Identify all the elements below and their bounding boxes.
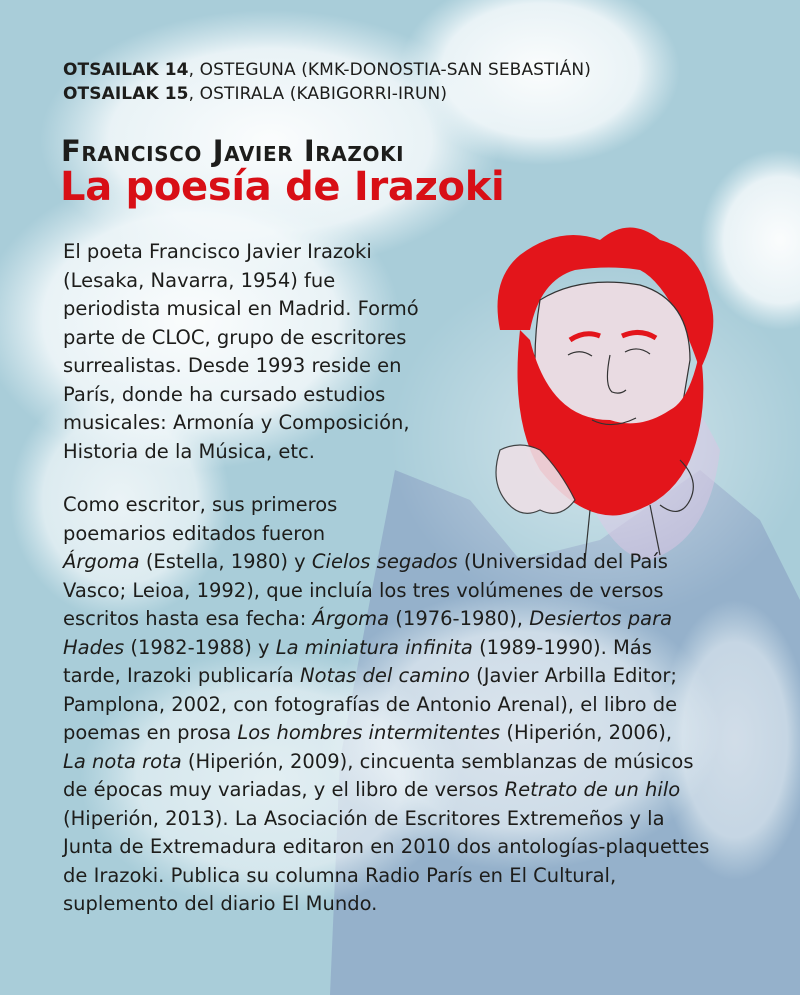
works-line: Pamplona, 2002, con fotografías de Antonio Arenal), el libro de: [63, 692, 678, 716]
book-title: La miniatura infinita: [275, 635, 473, 659]
bio-line: surrealistas. Desde 1993 reside en: [63, 354, 402, 377]
works-line: [63, 719, 763, 748]
works-line: [63, 634, 763, 663]
works-text: (Hiperión, 2006),: [500, 721, 673, 744]
works-line: suplemento del diario El Mundo.: [63, 892, 378, 915]
works-line: [63, 776, 763, 805]
bio-line: París, donde ha cursado estudios: [63, 382, 386, 406]
bio-line: musicales: Armonía y Composición,: [63, 411, 410, 434]
works-text: (1989-1990). Más: [472, 635, 652, 659]
bio-line: El poeta Francisco Javier Irazoki: [63, 240, 372, 263]
works-text: poemas en prosa: [63, 721, 238, 744]
book-title: Árgoma: [312, 607, 390, 630]
book-title: Los hombres intermitentes: [237, 721, 501, 744]
works-line: poemarios editados fueron: [63, 521, 326, 545]
bio-line: Historia de la Música, etc.: [63, 439, 315, 463]
book-title: Retrato de un hilo: [504, 778, 681, 801]
works-paragraph: [63, 491, 763, 919]
works-line: Junta de Extremadura editaron en 2010 dos antologías-plaquettes: [63, 835, 710, 858]
event-dates: [63, 58, 591, 106]
works-line: [63, 548, 763, 577]
works-line: [63, 605, 763, 634]
book-title: Notas del camino: [300, 664, 470, 687]
works-text: de épocas muy variadas, y el libro de versos: [63, 778, 505, 801]
date-2-details: , OSTIRALA (KABIGORRI-IRUN): [188, 84, 448, 104]
bio-line: (Lesaka, Navarra, 1954) fue: [63, 268, 336, 292]
works-text: (Estella, 1980) y: [139, 550, 312, 573]
works-line: (Hiperión, 2013). La Asociación de Escritores Extremeños y la: [63, 806, 665, 830]
book-title: La nota rota: [63, 749, 182, 773]
book-title: Cielos segados: [311, 550, 458, 573]
works-line: de Irazoki. Publica su columna Radio París en El Cultural,: [63, 863, 617, 887]
book-title: Hades: [63, 635, 125, 659]
works-text: (Universidad del País: [457, 550, 668, 573]
date-2: OTSAILAK 15: [63, 84, 189, 104]
works-text: (1982-1988) y: [124, 635, 276, 659]
date-1-details: , OSTEGUNA (KMK-DONOSTIA-SAN SEBASTIÁN): [188, 60, 591, 80]
book-title: Árgoma: [63, 550, 140, 573]
works-text: (1976-1980),: [389, 607, 530, 630]
date-line-1: [63, 58, 591, 82]
biography-paragraph: [63, 238, 433, 466]
author-name: Francisco Javier Irazoki: [61, 134, 405, 168]
book-title: Desiertos para: [529, 607, 673, 630]
works-line: [63, 748, 763, 777]
works-line: Vasco; Leioa, 1992), que incluía los tres volúmenes de versos: [63, 578, 664, 602]
works-text: (Javier Arbilla Editor;: [469, 664, 677, 687]
date-1: OTSAILAK 14: [63, 60, 189, 80]
works-line: Como escritor, sus primeros: [63, 493, 338, 516]
date-line-2: [63, 82, 591, 106]
bio-line: periodista musical en Madrid. Formó: [63, 297, 419, 320]
works-text: escritos hasta esa fecha:: [63, 607, 313, 630]
page-title: La poesía de Irazoki: [60, 164, 505, 210]
works-text: (Hiperión, 2009), cincuenta semblanzas de músicos: [181, 749, 694, 773]
works-line: [63, 662, 763, 691]
works-text: tarde, Irazoki publicaría: [63, 664, 301, 687]
bio-line: parte de CLOC, grupo de escritores: [63, 325, 407, 349]
